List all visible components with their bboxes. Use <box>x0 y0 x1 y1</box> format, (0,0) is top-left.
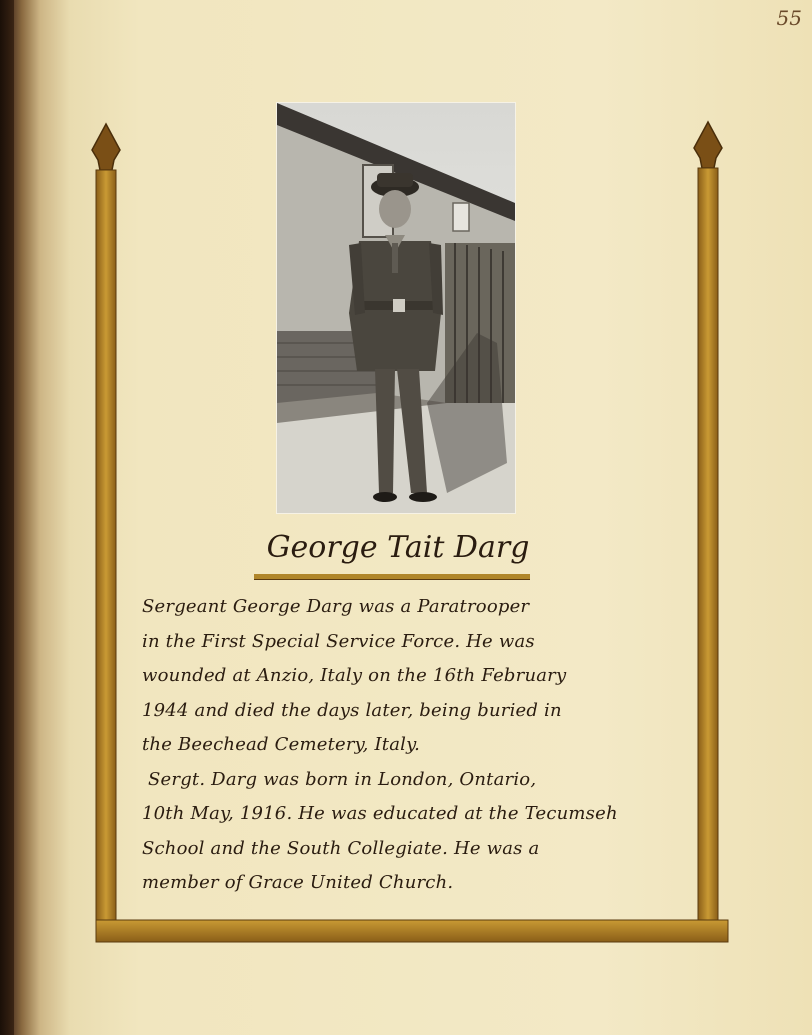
memorial-line-6: Sergt. Darg was born in London, Ontario, <box>148 768 537 790</box>
bottom-frame-bar <box>96 920 728 942</box>
memorial-line-5: the Beechead Cemetery, Italy. <box>142 734 421 755</box>
memorial-line-9: member of Grace United Church. <box>142 872 454 893</box>
memorial-line-8: School and the South Collegiate. He was a <box>142 837 540 859</box>
soldier-photograph <box>276 102 516 514</box>
memorial-text <box>142 590 668 901</box>
heading-underline <box>254 574 530 580</box>
memorial-line-7: 10th May, 1916. He was educated at the Tecumseh <box>142 803 618 824</box>
memorial-line-4: 1944 and died the days later, being buried in <box>142 699 562 721</box>
right-frame-post <box>694 122 722 940</box>
memorial-name-heading: George Tait Darg <box>266 530 530 565</box>
memorial-line-1: Sergeant George Darg was a Paratrooper <box>142 596 530 617</box>
page-number: 55 <box>776 6 802 30</box>
memorial-line-3: wounded at Anzio, Italy on the 16th February <box>142 665 567 686</box>
photo-image <box>277 103 515 513</box>
memorial-line-2: in the First Special Service Force. He was <box>142 630 535 652</box>
left-frame-post <box>92 124 120 940</box>
